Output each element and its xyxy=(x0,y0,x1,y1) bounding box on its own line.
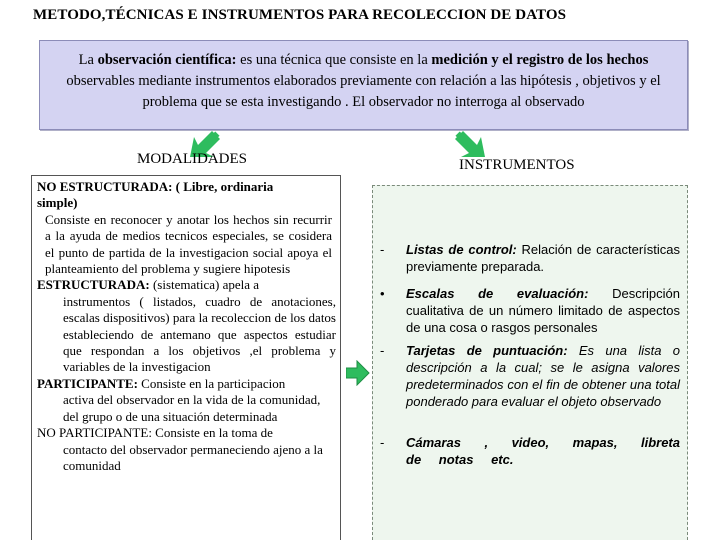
instrument-term: Tarjetas de puntuación: xyxy=(406,343,568,358)
modalidades-box xyxy=(31,175,341,540)
intro-prefix: La xyxy=(78,52,98,68)
estructurada-title: ESTRUCTURADA: xyxy=(37,277,150,293)
intro-box xyxy=(39,40,688,130)
bullet: - xyxy=(380,343,385,358)
participante-text2: activa del observador en la vida de la comunidad, del grupo o de una situación determinada xyxy=(63,392,321,424)
instrument-text xyxy=(406,241,680,275)
participante-line xyxy=(35,376,336,392)
no-estructurada-title: NO ESTRUCTURADA: ( Libre, ordinaria simple) xyxy=(37,179,274,211)
estructurada-line xyxy=(35,277,336,293)
instrument-term: Cámaras , video, mapas, libreta de notas etc. xyxy=(406,435,680,467)
no-estructurada-text: Consiste en reconocer y anotar los hechos sin recurrir a la ayuda de medios tecnicos especiales, se cosidera el punto de partida de la investigacion social apoya el planteamiento del problema y sugiere hipotesis xyxy=(45,211,332,277)
intro-text1: es una técnica que consiste en la xyxy=(236,52,432,68)
modalidades-label: MODALIDADES xyxy=(137,151,247,167)
instrument-desc: Descripción cualitativa de un número limitado de aspectos de una cosa o rasgos personales xyxy=(406,286,680,335)
participante-text1: Consiste en la participacion xyxy=(137,375,286,391)
intro-text2: observables mediante instrumentos elaborados previamente con relación a las hipótesis , objetivos y el problema que se esta investigando . El observador no interroga al observado xyxy=(66,73,661,110)
instrument-text xyxy=(406,285,680,336)
instrumentos-label: INSTRUMENTOS xyxy=(459,157,575,173)
instrument-desc: Es una lista o descripción a la cual; se le asigna valores predeterminados con el fin de obtener una total ponderado para evaluar el objeto observado xyxy=(406,343,680,409)
arrow-right-icon xyxy=(346,360,370,386)
no-participante-text2: contacto del observador permaneciendo ajeno a la comunidad xyxy=(63,441,323,473)
instrument-term: Escalas de evaluación: xyxy=(406,286,589,301)
no-participante-title: NO PARTICIPANTE xyxy=(37,425,149,441)
participante-title: PARTICIPANTE: xyxy=(37,375,138,391)
no-participante-line xyxy=(35,425,336,441)
page-title: METODO,TÉCNICAS E INSTRUMENTOS PARA RECOLECCION DE DATOS xyxy=(33,7,567,23)
instrument-text xyxy=(406,342,680,410)
instrument-text xyxy=(406,434,680,468)
estructurada-text2: instrumentos ( listados, cuadro de anotaciones, escalas dispositivos) para la recoleccion de los datos estableciendo de antemano que aspectos estudiar que respondan a los objetivos ,el problema y variables de la investigacion xyxy=(63,293,336,375)
bullet: - xyxy=(380,242,385,257)
bullet: • xyxy=(380,286,385,301)
estructurada-text1: (sistematica) apela a xyxy=(149,277,260,293)
instrument-term: Listas de control: xyxy=(406,242,517,257)
no-participante-text1: : Consiste en la toma de xyxy=(148,425,273,441)
instrumentos-box xyxy=(372,185,688,540)
bullet: - xyxy=(380,435,385,450)
intro-term: observación científica: xyxy=(97,52,237,68)
instrument-desc: Relación de características previamente preparada. xyxy=(406,242,680,274)
intro-bold1: medición y el registro de los hechos xyxy=(431,52,649,68)
